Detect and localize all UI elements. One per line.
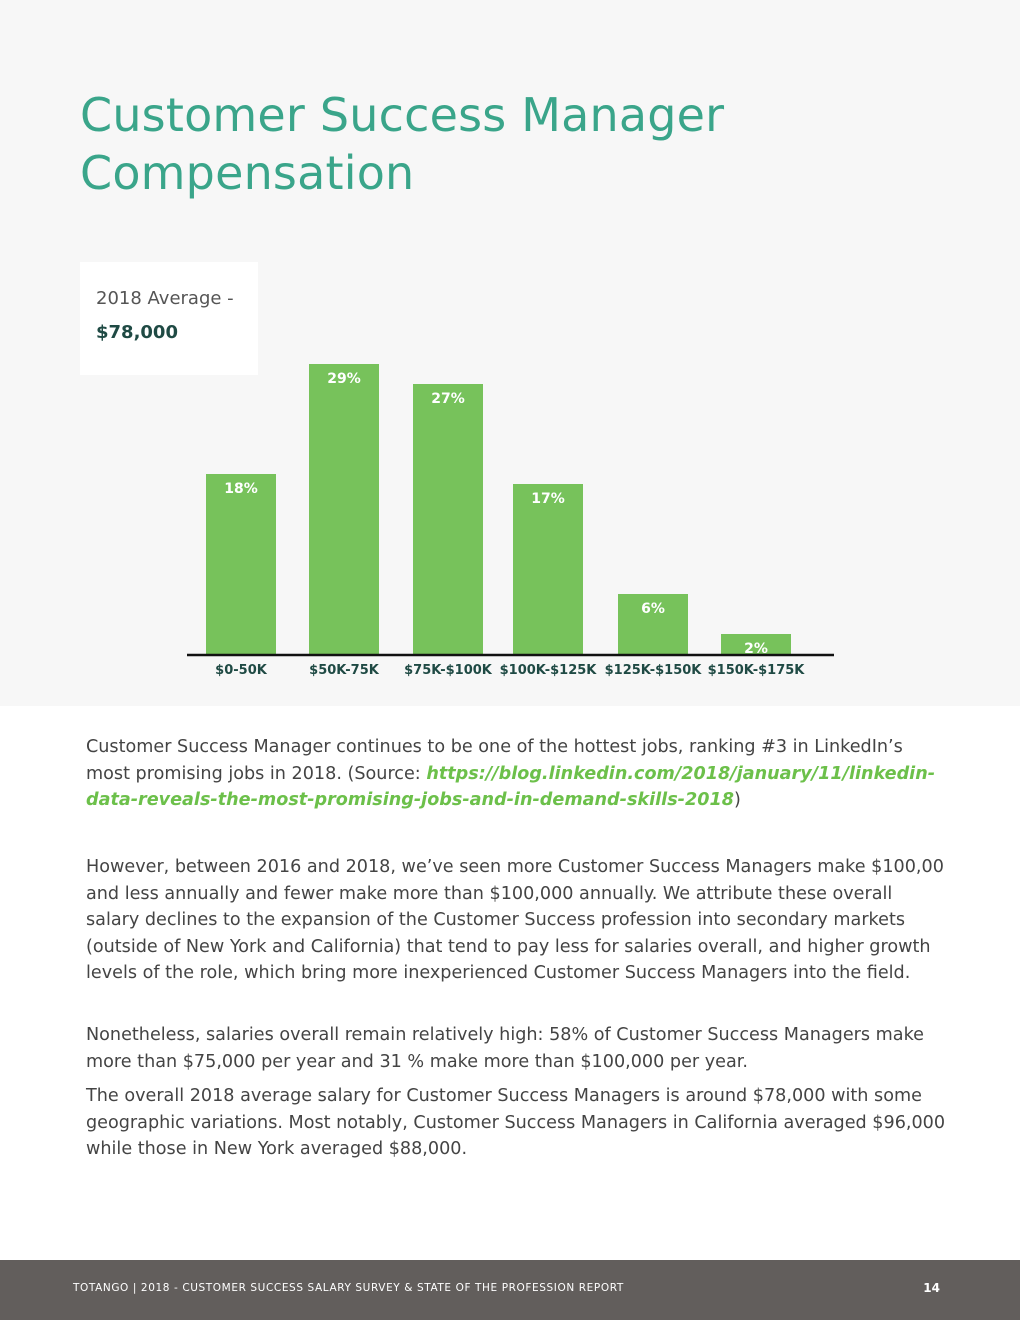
- bar-1: [309, 364, 379, 654]
- page-number: 14: [923, 1281, 940, 1295]
- bar-value-label-1: 29%: [327, 371, 361, 387]
- average-value: $78,000: [96, 322, 178, 343]
- average-label: 2018 Average -: [96, 288, 234, 309]
- paragraph-salary-decline: However, between 2016 and 2018, we’ve seen more Customer Success Managers make $100,00 and less annually and fewer make more than $100,000 annually. We attribute these overall salary declines to the expansion of the Customer Success profession into secondary markets (outside of New York and California) that tend to pay less for salaries overall, and higher growth levels of the role, which bring more inexperienced Customer Success Managers into the field.: [86, 857, 944, 984]
- category-label-0: $0-50K: [215, 663, 267, 678]
- bar-value-label-4: 6%: [641, 601, 665, 617]
- bar-value-label-3: 17%: [531, 491, 565, 507]
- paragraph-linkedin: [86, 734, 946, 814]
- category-label-2: $75K-$100K: [404, 663, 492, 678]
- bar-3: [513, 484, 583, 654]
- footer-title: TOTANGO | 2018 - CUSTOMER SUCCESS SALARY SURVEY & STATE OF THE PROFESSION REPORT: [73, 1282, 624, 1294]
- page-title-line-1: Customer Success Manager: [80, 88, 725, 142]
- category-label-5: $150K-$175K: [707, 663, 805, 678]
- paragraph-linkedin-end: ): [733, 790, 741, 811]
- bar-0: [206, 474, 276, 654]
- paragraph-linkedin-text: Customer Success Manager continues to be one of the hottest jobs, ranking #3 in LinkedIn’s most promising jobs in 2018. (Source:: [86, 737, 903, 784]
- footer: [0, 1260, 1020, 1320]
- paragraph-salary-high: Nonetheless, salaries overall remain relatively high: 58% of Customer Success Managers make more than $75,000 per year and 31 % make more than $100,000 per year.: [86, 1025, 924, 1072]
- category-label-3: $100K-$125K: [499, 663, 597, 678]
- bar-value-label-5: 2%: [744, 641, 768, 657]
- category-label-4: $125K-$150K: [604, 663, 702, 678]
- bar-value-label-2: 27%: [431, 391, 465, 407]
- category-label-1: $50K-75K: [309, 663, 379, 678]
- bar-2: [413, 384, 483, 654]
- source-link[interactable]: https://blog.linkedin.com/2018/january/11/linkedin-data-reveals-the-most-promising-jobs-and-in-demand-skills-2018: [86, 763, 936, 811]
- bar-value-label-0: 18%: [224, 481, 258, 497]
- paragraph-average: The overall 2018 average salary for Customer Success Managers is around $78,000 with some geographic variations. Most notably, Customer Success Managers in California averaged $96,000 while those in New York averaged $88,000.: [86, 1086, 946, 1160]
- page-title-line-2: Compensation: [80, 146, 415, 200]
